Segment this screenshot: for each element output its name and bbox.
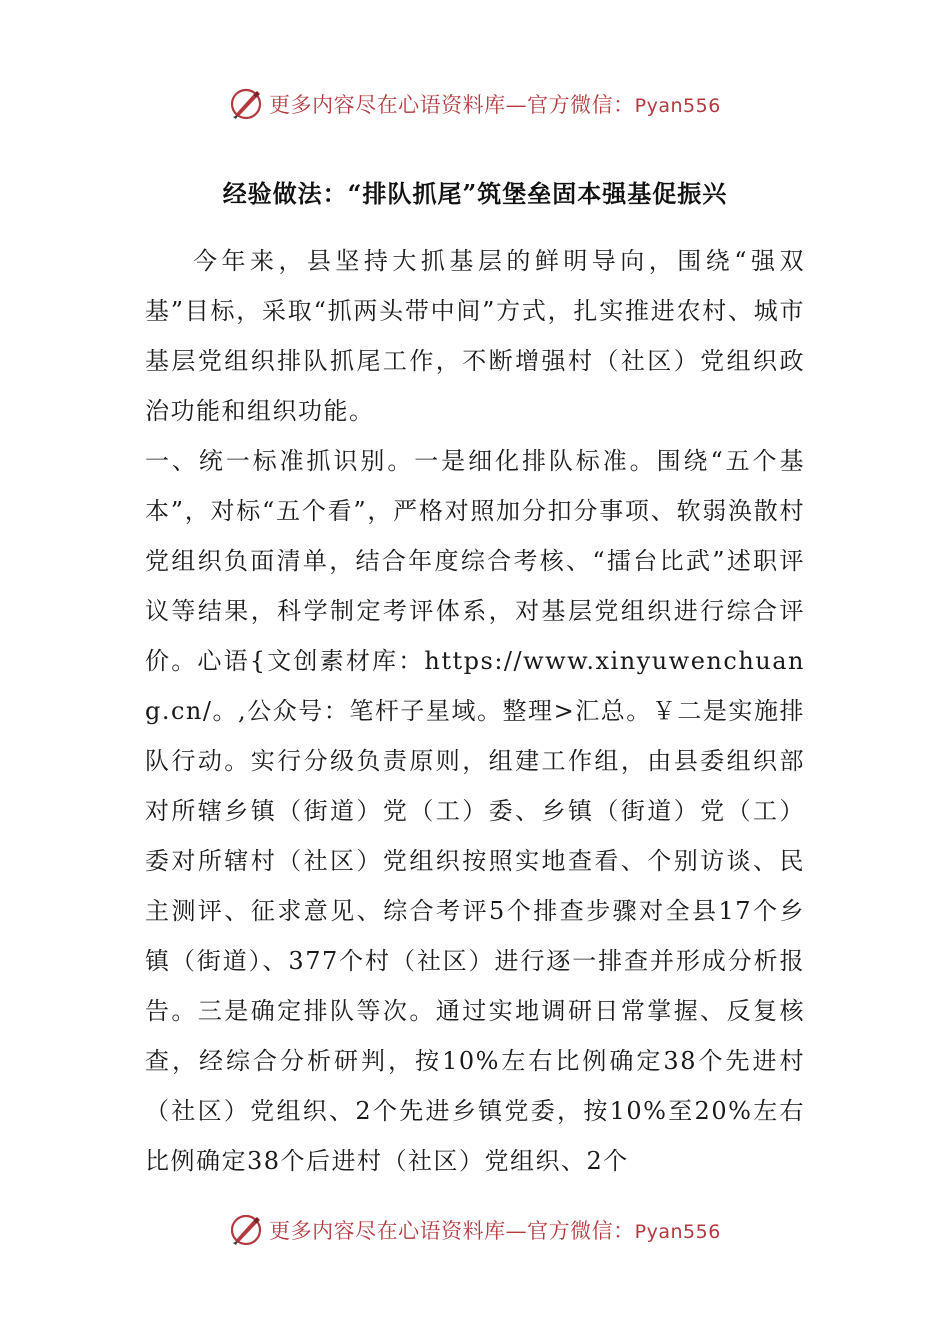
page-title: 经验做法：“排队抓尾”筑堡垒固本强基促振兴	[222, 179, 728, 208]
footer-banner	[0, 1210, 950, 1250]
wechat-id: Pyan556	[634, 1221, 721, 1243]
pen-logo-icon	[229, 87, 263, 121]
header-banner	[0, 84, 950, 124]
paragraph-intro: 今年来，县坚持大抓基层的鲜明导向，围绕“强双基”目标，采取“抓两头带中间”方式，扎实推进农村、城市基层党组织排队抓尾工作，不断增强村（社区）党组织政治功能和组织功能。	[145, 247, 805, 425]
wechat-id: Pyan556	[634, 95, 721, 117]
pen-logo-icon	[229, 1213, 263, 1247]
banner-text: 更多内容尽在心语资料库—官方微信：Pyan556	[269, 1219, 721, 1243]
paragraph-section-1: 一、统一标准抓识别。一是细化排队标准。围绕“五个基本”，对标“五个看”，严格对照加分扣分事项、软弱涣散村党组织负面清单，结合年度综合考核、“擂台比武”述职评议等结果，科学制定考评体系，对基层党组织进行综合评价。心语{文创素材库：https://www.xinyuwenchuang.cn/。,公众号：笔杆子星域。整理>汇总。￥二是实施排队行动。实行分级负责原则，组建工作组，由县委组织部对所辖乡镇（街道）党（工）委、乡镇（街道）党（工）委对所辖村（社区）党组织按照实地查看、个别访谈、民主测评、征求意见、综合考评5个排查步骤对全县17个乡镇（街道）、377个村（社区）进行逐一排查并形成分析报告。三是确定排队等次。通过实地调研日常掌握、反复核查，经综合分析研判，按10%左右比例确定38个先进村（社区）党组织、2个先进乡镇党委，按10%至20%左右比例确定38个后进村（社区）党组织、2个	[145, 447, 805, 1175]
banner-text: 更多内容尽在心语资料库—官方微信：Pyan556	[269, 93, 721, 117]
document-body	[145, 236, 805, 1186]
